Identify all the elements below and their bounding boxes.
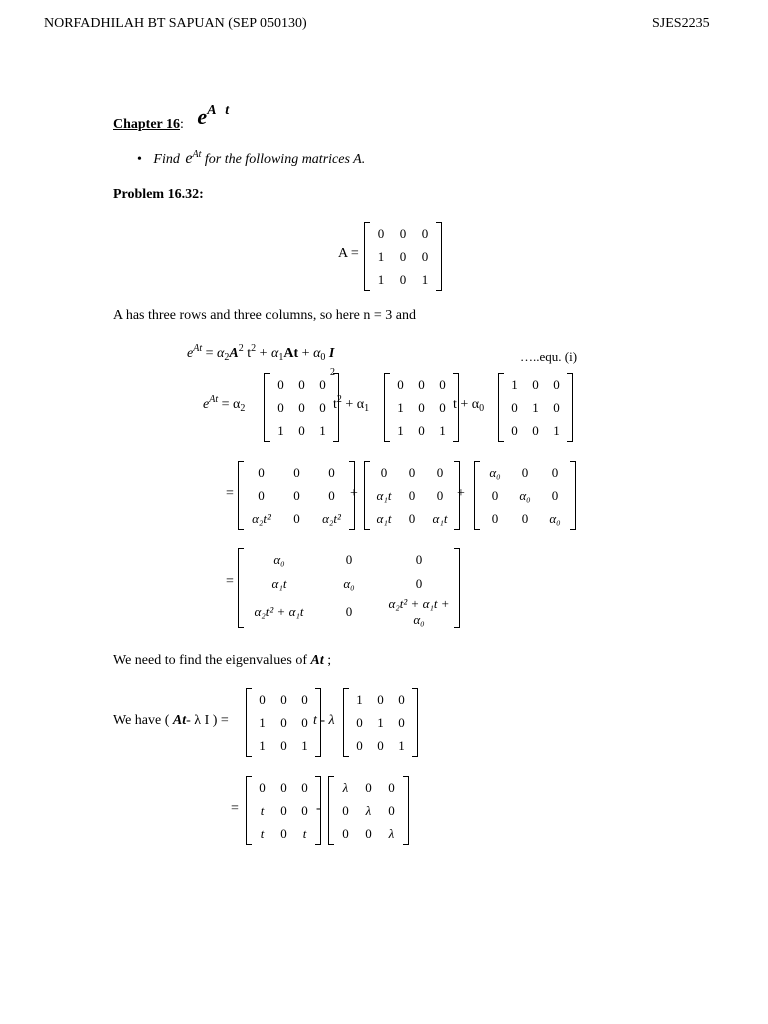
eq5-I-close: I ) =: [204, 713, 229, 728]
eq3-matrix-2: [364, 461, 460, 530]
eq3-matrix-1: [238, 461, 355, 530]
matrix-cell: α₂t²: [322, 510, 341, 526]
eq1-alpha1-sub: 1: [278, 352, 284, 363]
matrix-cell: 0: [521, 510, 529, 526]
matrix-cell: 0: [532, 422, 539, 438]
bullet-dot: •: [137, 152, 142, 167]
matrix-cell: α₀: [489, 464, 501, 480]
eq6-equals: =: [231, 801, 239, 816]
eq3-equals: =: [226, 486, 234, 501]
matrix-cell: 1: [259, 714, 266, 730]
matrix-cell: 0: [377, 225, 385, 241]
matrix-cell: α₀: [343, 576, 355, 591]
matrix-cell: α₂t²: [252, 510, 271, 526]
matrix-cell: 0: [511, 422, 518, 438]
eq5-t-minus-lambda: t - λ: [313, 713, 335, 728]
chapter-symbol-base: e: [197, 104, 208, 129]
bullet-rest: for the following matrices A.: [204, 152, 366, 167]
matrix-cell: t: [260, 802, 265, 818]
eq4-equals: =: [226, 574, 234, 589]
matrix-cell: 0: [301, 779, 308, 795]
matrix-cell: 1: [511, 376, 518, 392]
matrix-cell: 0: [491, 487, 499, 503]
matrix-a-left-bracket: [364, 222, 370, 291]
eq6-matrix-2: [328, 776, 409, 845]
matrix-cell: 0: [415, 552, 423, 567]
matrix-cell: 0: [258, 464, 265, 480]
bullet-e: e: [185, 150, 193, 167]
eq2-t-exp: 2: [336, 394, 342, 405]
eq2-t-plus-alpha0: [453, 397, 484, 413]
equation-2-lhs: [203, 394, 246, 414]
matrix-cell: 0: [408, 487, 416, 503]
matrix-cell: 0: [298, 422, 305, 438]
matrix-cell: 1: [377, 248, 385, 264]
matrix-cell: 0: [388, 779, 395, 795]
matrix-cell: 1: [377, 271, 385, 287]
matrix-cell: 0: [277, 376, 284, 392]
matrix-cell: 0: [280, 802, 287, 818]
eq2-matrix-1-left-bracket: [264, 373, 270, 442]
matrix-cell: 0: [259, 779, 266, 795]
eq1-t: t: [247, 346, 252, 361]
eq1-t-exp: 2: [251, 343, 257, 354]
eq1-exp: At: [193, 343, 203, 354]
bullet-instruction: [137, 150, 365, 168]
eq3-matrix-1-left-bracket: [238, 461, 244, 530]
matrix-cell: 0: [388, 802, 395, 818]
matrix-cell: 0: [319, 399, 326, 415]
matrix-cell: 0: [293, 487, 300, 503]
matrix-cell: 0: [280, 779, 287, 795]
eq2-alpha1-sub: 1: [364, 403, 370, 414]
header-author: NORFADHILAH BT SAPUAN (SEP 050130): [44, 16, 307, 31]
eq3-matrix-3: [474, 461, 576, 530]
matrix-cell: 0: [293, 464, 300, 480]
matrix-cell: 0: [421, 225, 429, 241]
eq2-square: 2: [330, 367, 335, 378]
eq2-matrix-1: [264, 373, 339, 442]
chapter-label: Chapter 16: [113, 117, 181, 132]
matrix-cell: 0: [418, 376, 425, 392]
eq1-A-exp: 2: [238, 343, 244, 354]
matrix-cell: 0: [399, 271, 407, 287]
matrix-cell: t: [302, 825, 307, 841]
matrix-cell: 0: [365, 779, 372, 795]
matrix-cell: 1: [356, 691, 363, 707]
equation-5-lhs: [113, 713, 229, 729]
matrix-cell: 0: [277, 399, 284, 415]
matrix-cell: α₁t: [271, 576, 287, 591]
matrix-cell: λ: [388, 825, 395, 841]
matrix-cell: 0: [301, 802, 308, 818]
eq5-At: At: [172, 713, 187, 728]
matrix-cell: 0: [551, 487, 559, 503]
matrix-cell: 1: [377, 714, 384, 730]
matrix-cell: 0: [259, 691, 266, 707]
eq1-equals: =: [205, 346, 214, 361]
matrix-cell: 0: [328, 464, 335, 480]
matrix-cell: 0: [301, 714, 308, 730]
matrix-cell: 1: [301, 737, 308, 753]
eq2-plus-alpha1: + α: [345, 397, 365, 412]
matrix-cell: α₁t: [432, 510, 448, 526]
matrix-cell: 1: [259, 737, 266, 753]
eq1-alpha0: α: [313, 346, 321, 361]
chapter-symbol-exponent: A t: [207, 103, 233, 118]
matrix-cell: 0: [365, 825, 372, 841]
eq2-exp: At: [209, 394, 219, 405]
eq5-matrix-2-left-bracket: [343, 688, 349, 757]
eq3-matrix-3-right-bracket: [570, 461, 576, 530]
paragraph-eigenvalues: [113, 653, 331, 669]
eq6-matrix-2-right-bracket: [403, 776, 409, 845]
bullet-exp: At: [192, 149, 202, 160]
matrix-cell: α₂t² + α₁t + α₀: [388, 596, 450, 627]
para2-At: At: [310, 653, 324, 668]
matrix-cell: 0: [436, 487, 444, 503]
eq4-matrix-right-bracket: [454, 548, 460, 628]
matrix-cell: 0: [293, 510, 300, 526]
matrix-cell: 0: [415, 576, 423, 591]
eq1-alpha2-sub: 2: [224, 352, 230, 363]
matrix-cell: 0: [356, 714, 363, 730]
eq5-we-have: We have (: [113, 713, 170, 728]
eq3-matrix-3-left-bracket: [474, 461, 480, 530]
eq5-minus-lambda: - λ: [186, 713, 202, 728]
matrix-cell: 0: [553, 399, 560, 415]
eq2-t-plus-alpha0-text: t + α: [453, 397, 480, 412]
matrix-cell: 0: [380, 464, 388, 480]
matrix-cell: 0: [356, 737, 363, 753]
matrix-cell: 0: [342, 825, 349, 841]
matrix-cell: 1: [532, 399, 539, 415]
matrix-cell: α₁t: [376, 487, 392, 503]
matrix-a-label: A =: [338, 246, 359, 261]
eq2-matrix-3: [498, 373, 573, 442]
matrix-cell: α₀: [519, 487, 531, 503]
matrix-cell: 1: [553, 422, 560, 438]
bullet-find: Find: [153, 152, 180, 167]
matrix-cell: 1: [439, 422, 446, 438]
eq2-t: t: [333, 397, 337, 412]
matrix-cell: 0: [298, 399, 305, 415]
matrix-cell: 0: [399, 225, 407, 241]
matrix-cell: 0: [408, 464, 416, 480]
eq5-matrix-1: [246, 688, 321, 757]
matrix-cell: 0: [491, 510, 499, 526]
equation-1: [187, 343, 335, 363]
matrix-cell: t: [260, 825, 265, 841]
matrix-cell: 1: [421, 271, 429, 287]
matrix-cell: 1: [398, 737, 405, 753]
eq1-A: A: [229, 346, 239, 361]
equation-1-tag: …..equ. (i): [520, 349, 578, 364]
eq2-equals-alpha2: = α: [221, 397, 241, 412]
eq5-matrix-2: [343, 688, 418, 757]
eq2-e: e: [203, 397, 210, 412]
matrix-cell: 0: [439, 399, 446, 415]
eq1-e: e: [187, 346, 194, 361]
eq2-alpha0-sub: 0: [479, 403, 485, 414]
eq2-t2-plus-alpha1: [333, 394, 370, 414]
matrix-cell: 0: [328, 487, 335, 503]
matrix-cell: α₁t: [376, 510, 392, 526]
matrix-cell: 0: [345, 552, 353, 567]
matrix-cell: 0: [553, 376, 560, 392]
eq1-plus-2: +: [301, 346, 310, 361]
eq5-matrix-1-left-bracket: [246, 688, 252, 757]
matrix-cell: 0: [397, 376, 404, 392]
matrix-a-right-bracket: [436, 222, 442, 291]
matrix-cell: 1: [319, 422, 326, 438]
matrix-cell: 0: [398, 714, 405, 730]
matrix-cell: 0: [521, 464, 529, 480]
matrix-cell: 0: [258, 487, 265, 503]
matrix-cell: α₀: [549, 510, 561, 526]
eq3-matrix-2-left-bracket: [364, 461, 370, 530]
para2-semicolon: ;: [327, 653, 332, 668]
eq6-matrix-1: [246, 776, 321, 845]
matrix-cell: 1: [277, 422, 284, 438]
matrix-cell: 0: [280, 737, 287, 753]
matrix-cell: 0: [439, 376, 446, 392]
eq3-plus-2: +: [457, 486, 465, 501]
matrix-a: [364, 222, 442, 291]
matrix-cell: 1: [397, 399, 404, 415]
matrix-cell: 0: [345, 604, 353, 619]
matrix-cell: 0: [398, 691, 405, 707]
eq2-alpha2-sub: 2: [240, 403, 246, 414]
matrix-cell: λ: [365, 802, 372, 818]
eq5-matrix-2-right-bracket: [412, 688, 418, 757]
eq2-matrix-3-left-bracket: [498, 373, 504, 442]
matrix-cell: α₂t² + α₁t: [254, 604, 304, 619]
problem-title: Problem 16.32:: [113, 187, 204, 202]
header-course-code: SJES2235: [652, 16, 710, 31]
matrix-cell: 0: [532, 376, 539, 392]
matrix-cell: 1: [397, 422, 404, 438]
eq1-alpha2: α: [217, 346, 225, 361]
eq1-alpha0-sub: 0: [320, 352, 326, 363]
eq2-matrix-3-right-bracket: [567, 373, 573, 442]
matrix-cell: α₀: [273, 552, 285, 567]
matrix-cell: 0: [298, 376, 305, 392]
eq3-plus-1: +: [350, 486, 358, 501]
matrix-cell: 0: [280, 691, 287, 707]
chapter-colon: :: [180, 117, 184, 132]
matrix-cell: 0: [551, 464, 559, 480]
matrix-cell: 0: [418, 422, 425, 438]
matrix-cell: 0: [301, 691, 308, 707]
eq4-matrix-left-bracket: [238, 548, 244, 628]
matrix-cell: 0: [436, 464, 444, 480]
matrix-cell: 0: [408, 510, 416, 526]
para2-text: We need to find the eigenvalues of: [113, 653, 308, 668]
eq6-minus: -: [316, 801, 321, 816]
matrix-cell: 0: [399, 248, 407, 264]
matrix-cell: λ: [342, 779, 349, 795]
paragraph-rows-columns: A has three rows and three columns, so here n = 3 and: [113, 308, 416, 323]
matrix-cell: 0: [280, 825, 287, 841]
eq2-matrix-2-left-bracket: [384, 373, 390, 442]
matrix-cell: 0: [342, 802, 349, 818]
eq1-plus-1: +: [259, 346, 268, 361]
eq6-matrix-1-left-bracket: [246, 776, 252, 845]
eq6-matrix-2-left-bracket: [328, 776, 334, 845]
matrix-cell: 0: [421, 248, 429, 264]
chapter-heading: [113, 96, 233, 132]
eq4-matrix: [238, 548, 460, 628]
matrix-cell: 0: [418, 399, 425, 415]
eq1-At: At: [283, 346, 299, 361]
eq1-I: I: [328, 346, 335, 361]
eq2-matrix-2: [384, 373, 459, 442]
matrix-cell: 0: [377, 691, 384, 707]
eq1-alpha1: α: [271, 346, 279, 361]
matrix-cell: 0: [280, 714, 287, 730]
matrix-cell: 0: [511, 399, 518, 415]
matrix-cell: 0: [377, 737, 384, 753]
matrix-cell: 0: [319, 376, 326, 392]
